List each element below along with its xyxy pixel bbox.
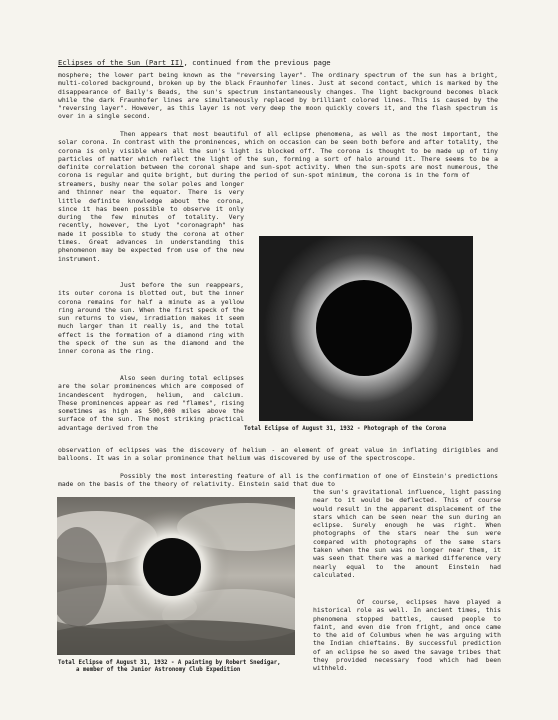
paragraph-prominences: Also seen during total eclipses are the solar prominences which are composed of incandescent hydrogen, helium, and calcium. These prominences appear as red "flames", rising sometimes as high as 500,000 miles above the surface of the sun. The most striking practical advantage derived from the [58,374,244,432]
header-title: Eclipses of the Sun (Part II) [58,58,184,67]
paragraph-reversing-layer: mosphere; the lower part being known as the "reversing layer". The ordinary spectrum of the sun has a bright, multi-colored background, broken up by the black Fraunhofer lines. Just at second contact, which is marked by the disappearance of Baily's Beads, the sun's spectrum instantaneously changes. The light background becomes black while the dark Fraunhofer lines are simultaneously replaced by brilliant colored lines. This is caused by the "reversing layer". However, as this layer is not very deep the moon quickly covers it, and the flash spectrum is over in a single second. [58,71,498,121]
corona-photograph-caption: Total Eclipse of August 31, 1932 - Photograph of the Corona [244,426,447,432]
paragraph-corona: Then appears that most beautiful of all eclipse phenomena, as well as the most important, the solar corona. In contrast with the prominences, which on occasion can be seen both before and after totality, the corona is only visible when all the sun's light is blocked off. The corona is thought to be made up of tiny particles of matter which reflect the light of the sun, forming a sort of halo around it. There seems to be a definite correlation between the coronal shape and sun-spot activity. When the sun-spots are most numerous, the corona is regular and quite bright, but during the period of sun-spot minimum, the corona is in the form of [58,130,498,180]
header-continued: , continued from the previous page [183,58,331,67]
paragraph-corona-column: streamers, bushy near the solar poles and longer and thinner near the equator. There is very little definite knowledge about the corona, since it has been possible to observe it only during the few minutes of totality. Very recently, however, the Lyot "coronagraph" has made it possible to study the corona at other times. Great advances in understanding this phenomenon may be expected from use of the new instrument. [58,180,244,263]
paragraph-einstein: Possibly the most interesting feature of all is the confirmation of one of Einstein's predictions made on the basis of the theory of relativity. Einstein said that due to [58,472,498,489]
paragraph-einstein-column: the sun's gravitational influence, light passing near to it would be deflected. This of course would result in the apparent displacement of the stars which can be seen near the sun during an eclipse. Surely enough he was right. When photographs of the stars near the sun were compared with photographs of the same stars taken when the sun was no longer near them, it was seen that there was a marked difference very nearly equal to the amount Einstein had calculated. [313,488,501,579]
page-header [58,58,518,67]
paragraph-helium: observation of eclipses was the discovery of helium - an element of great value in inflating dirigibles and balloons. It was in a solar prominence that helium was discovered by use of the spectroscope. [58,446,498,463]
paragraph-history: Of course, eclipses have played a historical role as well. In ancient times, this phenomena stopped battles, caused people to faint, and even die from fright, and once came to the aid of Columbus when he was arguing with the Indian chieftains. By successful prediction of an eclipse he so awed the savage tribes that they provided necessary food which had been withheld. [313,598,501,673]
corona-photograph-image [259,236,473,421]
eclipse-painting-image [57,497,295,655]
eclipse-painting [57,497,295,655]
paragraph-diamond-ring: Just before the sun reappears, its outer corona is blotted out, but the inner corona remains for half a minute as a yellow ring around the sun. When the first speck of the sun returns to view, irradiation makes it seem much larger than it really is, and the total effect is the formation of a diamond ring with the speck of the sun as the diamond and the inner corona as the ring. [58,281,244,356]
eclipse-painting-caption [58,660,318,674]
painting-caption-line-2: a member of the Junior Astronomy Club Expedition [76,667,241,674]
corona-photograph [259,236,473,421]
painting-caption-line-1: Total Eclipse of August 31, 1932 - A painting by Robert Snedigar, [58,660,281,666]
